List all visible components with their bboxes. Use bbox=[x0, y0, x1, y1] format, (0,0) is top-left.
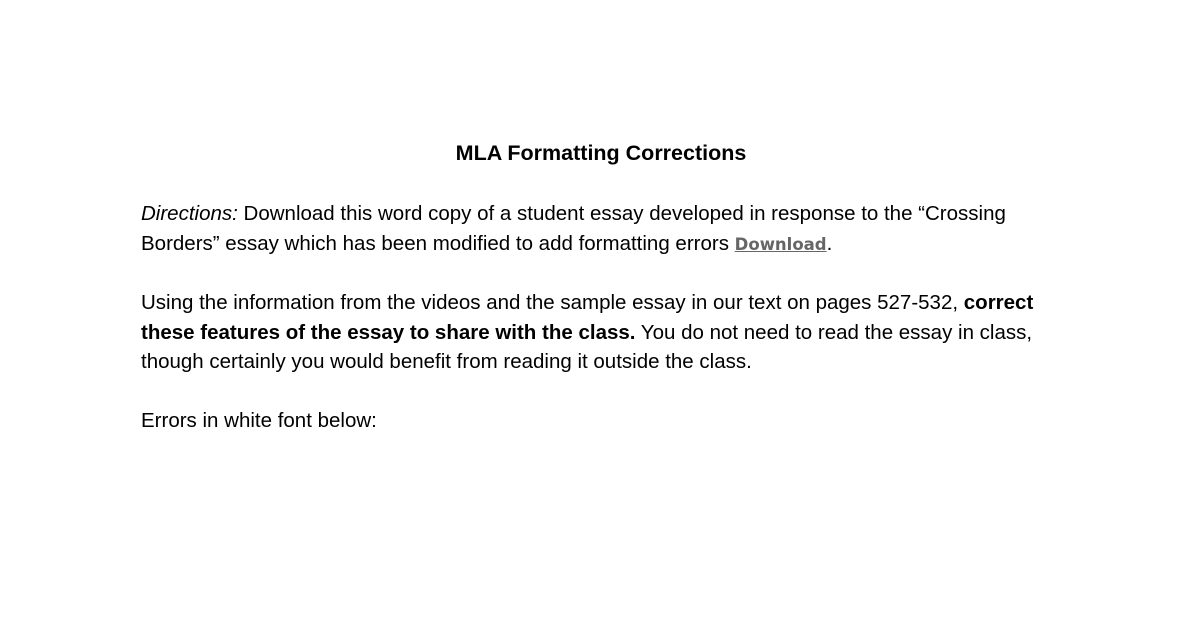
instructions-emphasis: correct these features of the essay to share with the class. bbox=[141, 291, 1034, 344]
directions-period: . bbox=[826, 231, 833, 255]
instructions-rest: You do not need to read the essay in class, though certainly you would benefit from reading it outside the class. bbox=[141, 320, 1033, 373]
directions-paragraph bbox=[141, 199, 1061, 259]
instructions-intro: Using the information from the videos and the sample essay in our text on pages 527-532, bbox=[141, 291, 964, 314]
directions-label: Directions: bbox=[141, 202, 238, 225]
instructions-paragraph bbox=[141, 288, 1061, 377]
download-link[interactable]: Download bbox=[734, 234, 827, 254]
document-title: MLA Formatting Corrections bbox=[455, 141, 747, 165]
document-body bbox=[141, 139, 1061, 464]
directions-text: Download this word copy of a student essay developed in response to the “Crossing Borders” essay which has been modified to add formatting errors bbox=[141, 202, 1006, 255]
errors-note: Errors in white font below: bbox=[141, 408, 377, 432]
